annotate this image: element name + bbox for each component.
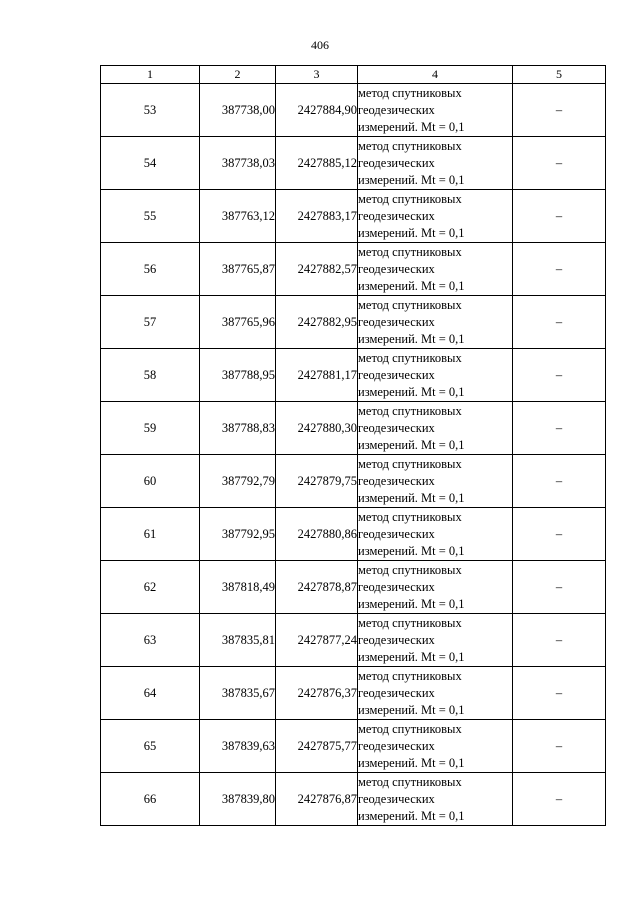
method-line: измерений. Mt = 0,1 [358,702,465,717]
method-line: измерений. Mt = 0,1 [358,649,465,664]
table-header-row [101,66,606,84]
method-line: метод спутниковых [358,668,462,683]
x-coordinate-cell: 387839,80 [200,773,276,826]
table-row [101,508,606,561]
method-cell [358,720,513,773]
method-line: геодезических [358,208,435,223]
note-cell: – [513,190,606,243]
x-coordinate-cell: 387765,87 [200,243,276,296]
table-row [101,402,606,455]
point-number-cell: 55 [101,190,200,243]
x-coordinate-cell: 387818,49 [200,561,276,614]
point-number-cell: 54 [101,137,200,190]
x-coordinate-cell: 387839,63 [200,720,276,773]
note-cell: – [513,402,606,455]
y-coordinate-cell: 2427876,37 [276,667,358,720]
table-row [101,614,606,667]
table-row [101,667,606,720]
table-row [101,455,606,508]
method-line: метод спутниковых [358,138,462,153]
column-header-2: 2 [200,66,276,84]
method-line: геодезических [358,314,435,329]
point-number-cell: 60 [101,455,200,508]
point-number-cell: 61 [101,508,200,561]
y-coordinate-cell: 2427881,17 [276,349,358,402]
method-line: геодезических [358,632,435,647]
method-cell [358,455,513,508]
method-cell [358,349,513,402]
method-line: измерений. Mt = 0,1 [358,543,465,558]
column-header-4: 4 [358,66,513,84]
method-line: геодезических [358,155,435,170]
method-line: измерений. Mt = 0,1 [358,225,465,240]
note-cell: – [513,296,606,349]
method-line: метод спутниковых [358,85,462,100]
note-cell: – [513,508,606,561]
note-cell: – [513,455,606,508]
method-cell [358,137,513,190]
method-line: метод спутниковых [358,191,462,206]
table-body [101,84,606,826]
y-coordinate-cell: 2427879,75 [276,455,358,508]
method-line: геодезических [358,261,435,276]
method-line: измерений. Mt = 0,1 [358,384,465,399]
table-row [101,243,606,296]
method-line: измерений. Mt = 0,1 [358,331,465,346]
y-coordinate-cell: 2427885,12 [276,137,358,190]
method-line: геодезических [358,738,435,753]
y-coordinate-cell: 2427880,30 [276,402,358,455]
method-line: измерений. Mt = 0,1 [358,278,465,293]
method-line: геодезических [358,473,435,488]
table-row [101,773,606,826]
method-line: метод спутниковых [358,244,462,259]
note-cell: – [513,720,606,773]
method-line: метод спутниковых [358,509,462,524]
y-coordinate-cell: 2427882,57 [276,243,358,296]
y-coordinate-cell: 2427875,77 [276,720,358,773]
method-cell [358,508,513,561]
column-header-5: 5 [513,66,606,84]
point-number-cell: 66 [101,773,200,826]
x-coordinate-cell: 387792,95 [200,508,276,561]
method-line: геодезических [358,791,435,806]
x-coordinate-cell: 387835,67 [200,667,276,720]
method-line: измерений. Mt = 0,1 [358,596,465,611]
coordinates-table [100,65,606,826]
method-line: измерений. Mt = 0,1 [358,755,465,770]
y-coordinate-cell: 2427884,90 [276,84,358,137]
note-cell: – [513,773,606,826]
page-number: 406 [311,38,329,52]
note-cell: – [513,137,606,190]
x-coordinate-cell: 387738,03 [200,137,276,190]
method-cell [358,190,513,243]
method-line: метод спутниковых [358,562,462,577]
point-number-cell: 65 [101,720,200,773]
point-number-cell: 59 [101,402,200,455]
method-cell [358,773,513,826]
point-number-cell: 57 [101,296,200,349]
note-cell: – [513,243,606,296]
x-coordinate-cell: 387763,12 [200,190,276,243]
method-line: измерений. Mt = 0,1 [358,490,465,505]
point-number-cell: 53 [101,84,200,137]
note-cell: – [513,561,606,614]
method-cell [358,667,513,720]
y-coordinate-cell: 2427877,24 [276,614,358,667]
y-coordinate-cell: 2427882,95 [276,296,358,349]
method-cell [358,402,513,455]
x-coordinate-cell: 387792,79 [200,455,276,508]
method-line: геодезических [358,685,435,700]
table-row [101,349,606,402]
method-line: измерений. Mt = 0,1 [358,437,465,452]
point-number-cell: 64 [101,667,200,720]
method-line: метод спутниковых [358,774,462,789]
method-line: метод спутниковых [358,350,462,365]
column-header-1: 1 [101,66,200,84]
method-cell [358,561,513,614]
table-row [101,296,606,349]
x-coordinate-cell: 387835,81 [200,614,276,667]
table-row [101,561,606,614]
note-cell: – [513,349,606,402]
method-line: измерений. Mt = 0,1 [358,172,465,187]
method-line: метод спутниковых [358,297,462,312]
table-row [101,720,606,773]
method-line: метод спутниковых [358,456,462,471]
note-cell: – [513,667,606,720]
point-number-cell: 62 [101,561,200,614]
y-coordinate-cell: 2427880,86 [276,508,358,561]
method-cell [358,84,513,137]
method-line: метод спутниковых [358,721,462,736]
point-number-cell: 58 [101,349,200,402]
table-row [101,190,606,243]
method-cell [358,296,513,349]
note-cell: – [513,614,606,667]
table-row [101,137,606,190]
method-line: измерений. Mt = 0,1 [358,808,465,823]
y-coordinate-cell: 2427878,87 [276,561,358,614]
y-coordinate-cell: 2427883,17 [276,190,358,243]
x-coordinate-cell: 387788,83 [200,402,276,455]
point-number-cell: 63 [101,614,200,667]
method-line: геодезических [358,420,435,435]
x-coordinate-cell: 387788,95 [200,349,276,402]
x-coordinate-cell: 387738,00 [200,84,276,137]
x-coordinate-cell: 387765,96 [200,296,276,349]
method-line: метод спутниковых [358,615,462,630]
point-number-cell: 56 [101,243,200,296]
method-line: измерений. Mt = 0,1 [358,119,465,134]
table-row [101,84,606,137]
note-cell: – [513,84,606,137]
method-line: метод спутниковых [358,403,462,418]
column-header-3: 3 [276,66,358,84]
y-coordinate-cell: 2427876,87 [276,773,358,826]
method-line: геодезических [358,526,435,541]
method-cell [358,243,513,296]
method-line: геодезических [358,367,435,382]
method-cell [358,614,513,667]
method-line: геодезических [358,102,435,117]
method-line: геодезических [358,579,435,594]
